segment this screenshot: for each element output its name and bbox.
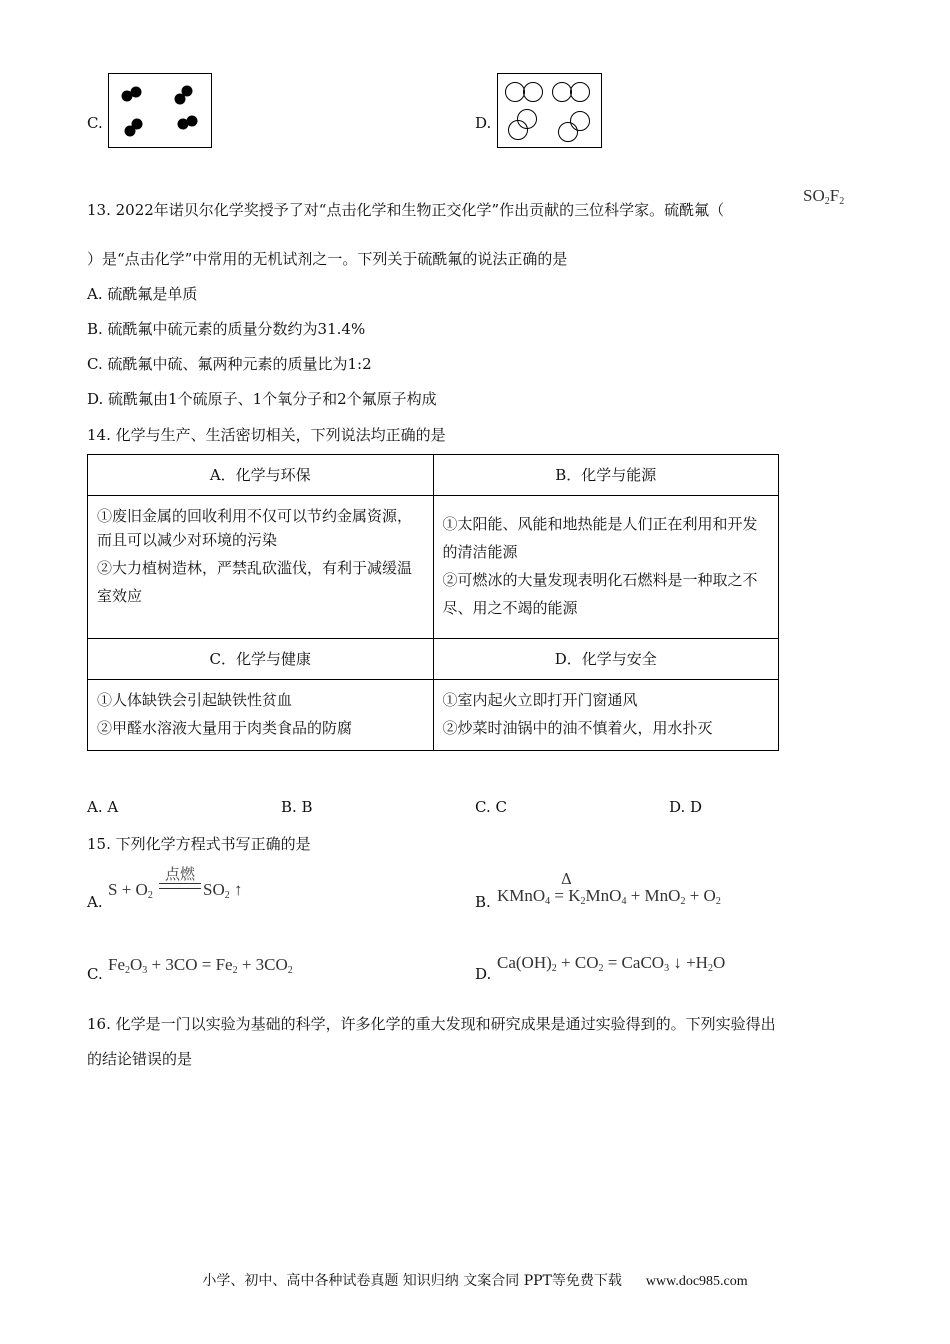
diatomic-open-molecules-icon [498, 74, 601, 147]
q14-option-d: D. D [669, 798, 703, 816]
equation-c: $Fe_2O_3 + 3CO = Fe_2 + 3CO_2$ [108, 955, 293, 976]
cell-d-line-1: ①室内起火立即打开门窗通风 [442, 691, 638, 709]
cell-b-line-2: ②可燃冰的大量发现表明化石燃料是一种取之不尽、用之不竭的能源 [442, 571, 758, 617]
molecule-diagram-c [108, 73, 212, 148]
equation-b: KMnO$_4$ = $K_2MnO_4 + MnO_2 + O_2$ [497, 886, 721, 907]
cell-a-line-1: ①废旧金属的回收利用不仅可以节约金属资源， [97, 507, 413, 525]
table-cell-c [88, 680, 434, 751]
cell-d-line-2: ②炒菜时油锅中的油不慎着火，用水扑灭 [442, 719, 713, 737]
q15-label-b: B. [475, 893, 491, 911]
q14-option-b: B. B [281, 798, 313, 816]
q13-stem-line1: 13. 2022年诺贝尔化学奖授予了对“点击化学和生物正交化学”作出贡献的三位科学家。硫酰氟（ [87, 201, 725, 219]
q15-stem: 15. 下列化学方程式书写正确的是 [87, 835, 311, 853]
option-c-label: C. [87, 114, 103, 132]
cell-c-line-2: ②甲醛水溶液大量用于肉类食品的防腐 [97, 719, 353, 737]
q14-table [87, 454, 779, 751]
diatomic-black-molecules-icon [109, 74, 211, 147]
cell-a-line-3: ②大力植树造林，严禁乱砍滥伐，有利于减缓温室效应 [97, 559, 413, 605]
q13-option-d: D. 硫酰氟由1个硫原子、1个氧分子和2个氟原子构成 [87, 390, 437, 408]
page-footer [0, 1270, 950, 1290]
q14-option-a: A. A [87, 798, 119, 816]
cell-c-line-1: ①人体缺铁会引起缺铁性贫血 [97, 691, 293, 709]
q15-label-d: D. [475, 965, 492, 983]
table-head-b: B．化学与能源 [433, 455, 779, 496]
q13-option-c: C. 硫酰氟中硫、氟两种元素的质量比为1:2 [87, 355, 372, 373]
equation-a-product: $SO_2$ ↑ [203, 880, 243, 901]
cell-a-line-2: 而且可以减少对环境的污染 [97, 531, 278, 549]
footer-text: 小学、初中、高中各种试卷真题 知识归纳 文案合同 PPT等免费下载 [202, 1273, 622, 1289]
table-cell-d [433, 680, 779, 751]
q15-label-c: C. [87, 965, 103, 983]
equation-d: $Ca(OH)_2 + CO_2$ = CaCO$_3$ ↓ $+H_2O$ [497, 953, 726, 974]
q15-label-a: A. [87, 893, 103, 911]
q16-stem-line2: 的结论错误的是 [87, 1050, 193, 1068]
q14-option-c: C. C [475, 798, 507, 816]
table-head-a: A．化学与环保 [88, 455, 434, 496]
condition-heat: Δ [561, 870, 572, 888]
q16-stem-line1: 16. 化学是一门以实验为基础的科学，许多化学的重大发现和研究成果是通过实验得到的。下列实验得出 [87, 1015, 776, 1033]
q13-option-b: B. 硫酰氟中硫元素的质量分数约为31.4% [87, 320, 366, 338]
so2f2-formula: $SO_2F_2$ [803, 186, 845, 207]
q14-stem: 14. 化学与生产、生活密切相关，下列说法均正确的是 [87, 426, 446, 444]
cell-b-line-1: ①太阳能、风能和地热能是人们正在利用和开发的清洁能源 [442, 515, 758, 561]
equals-sign [159, 883, 201, 889]
table-cell-b [433, 496, 779, 639]
footer-url[interactable]: www.doc985.com [645, 1274, 748, 1289]
molecule-diagram-d [497, 73, 602, 148]
option-d-label: D. [475, 114, 492, 132]
condition-ignite: 点燃 [164, 865, 195, 883]
equation-a: $S + O_2$ [108, 880, 153, 901]
table-head-d: D．化学与安全 [433, 639, 779, 680]
table-cell-a [88, 496, 434, 639]
q13-stem-line2: ）是“点击化学”中常用的无机试剂之一。下列关于硫酰氟的说法正确的是 [87, 250, 568, 268]
q13-option-a: A. 硫酰氟是单质 [87, 285, 198, 303]
table-head-c: C．化学与健康 [88, 639, 434, 680]
